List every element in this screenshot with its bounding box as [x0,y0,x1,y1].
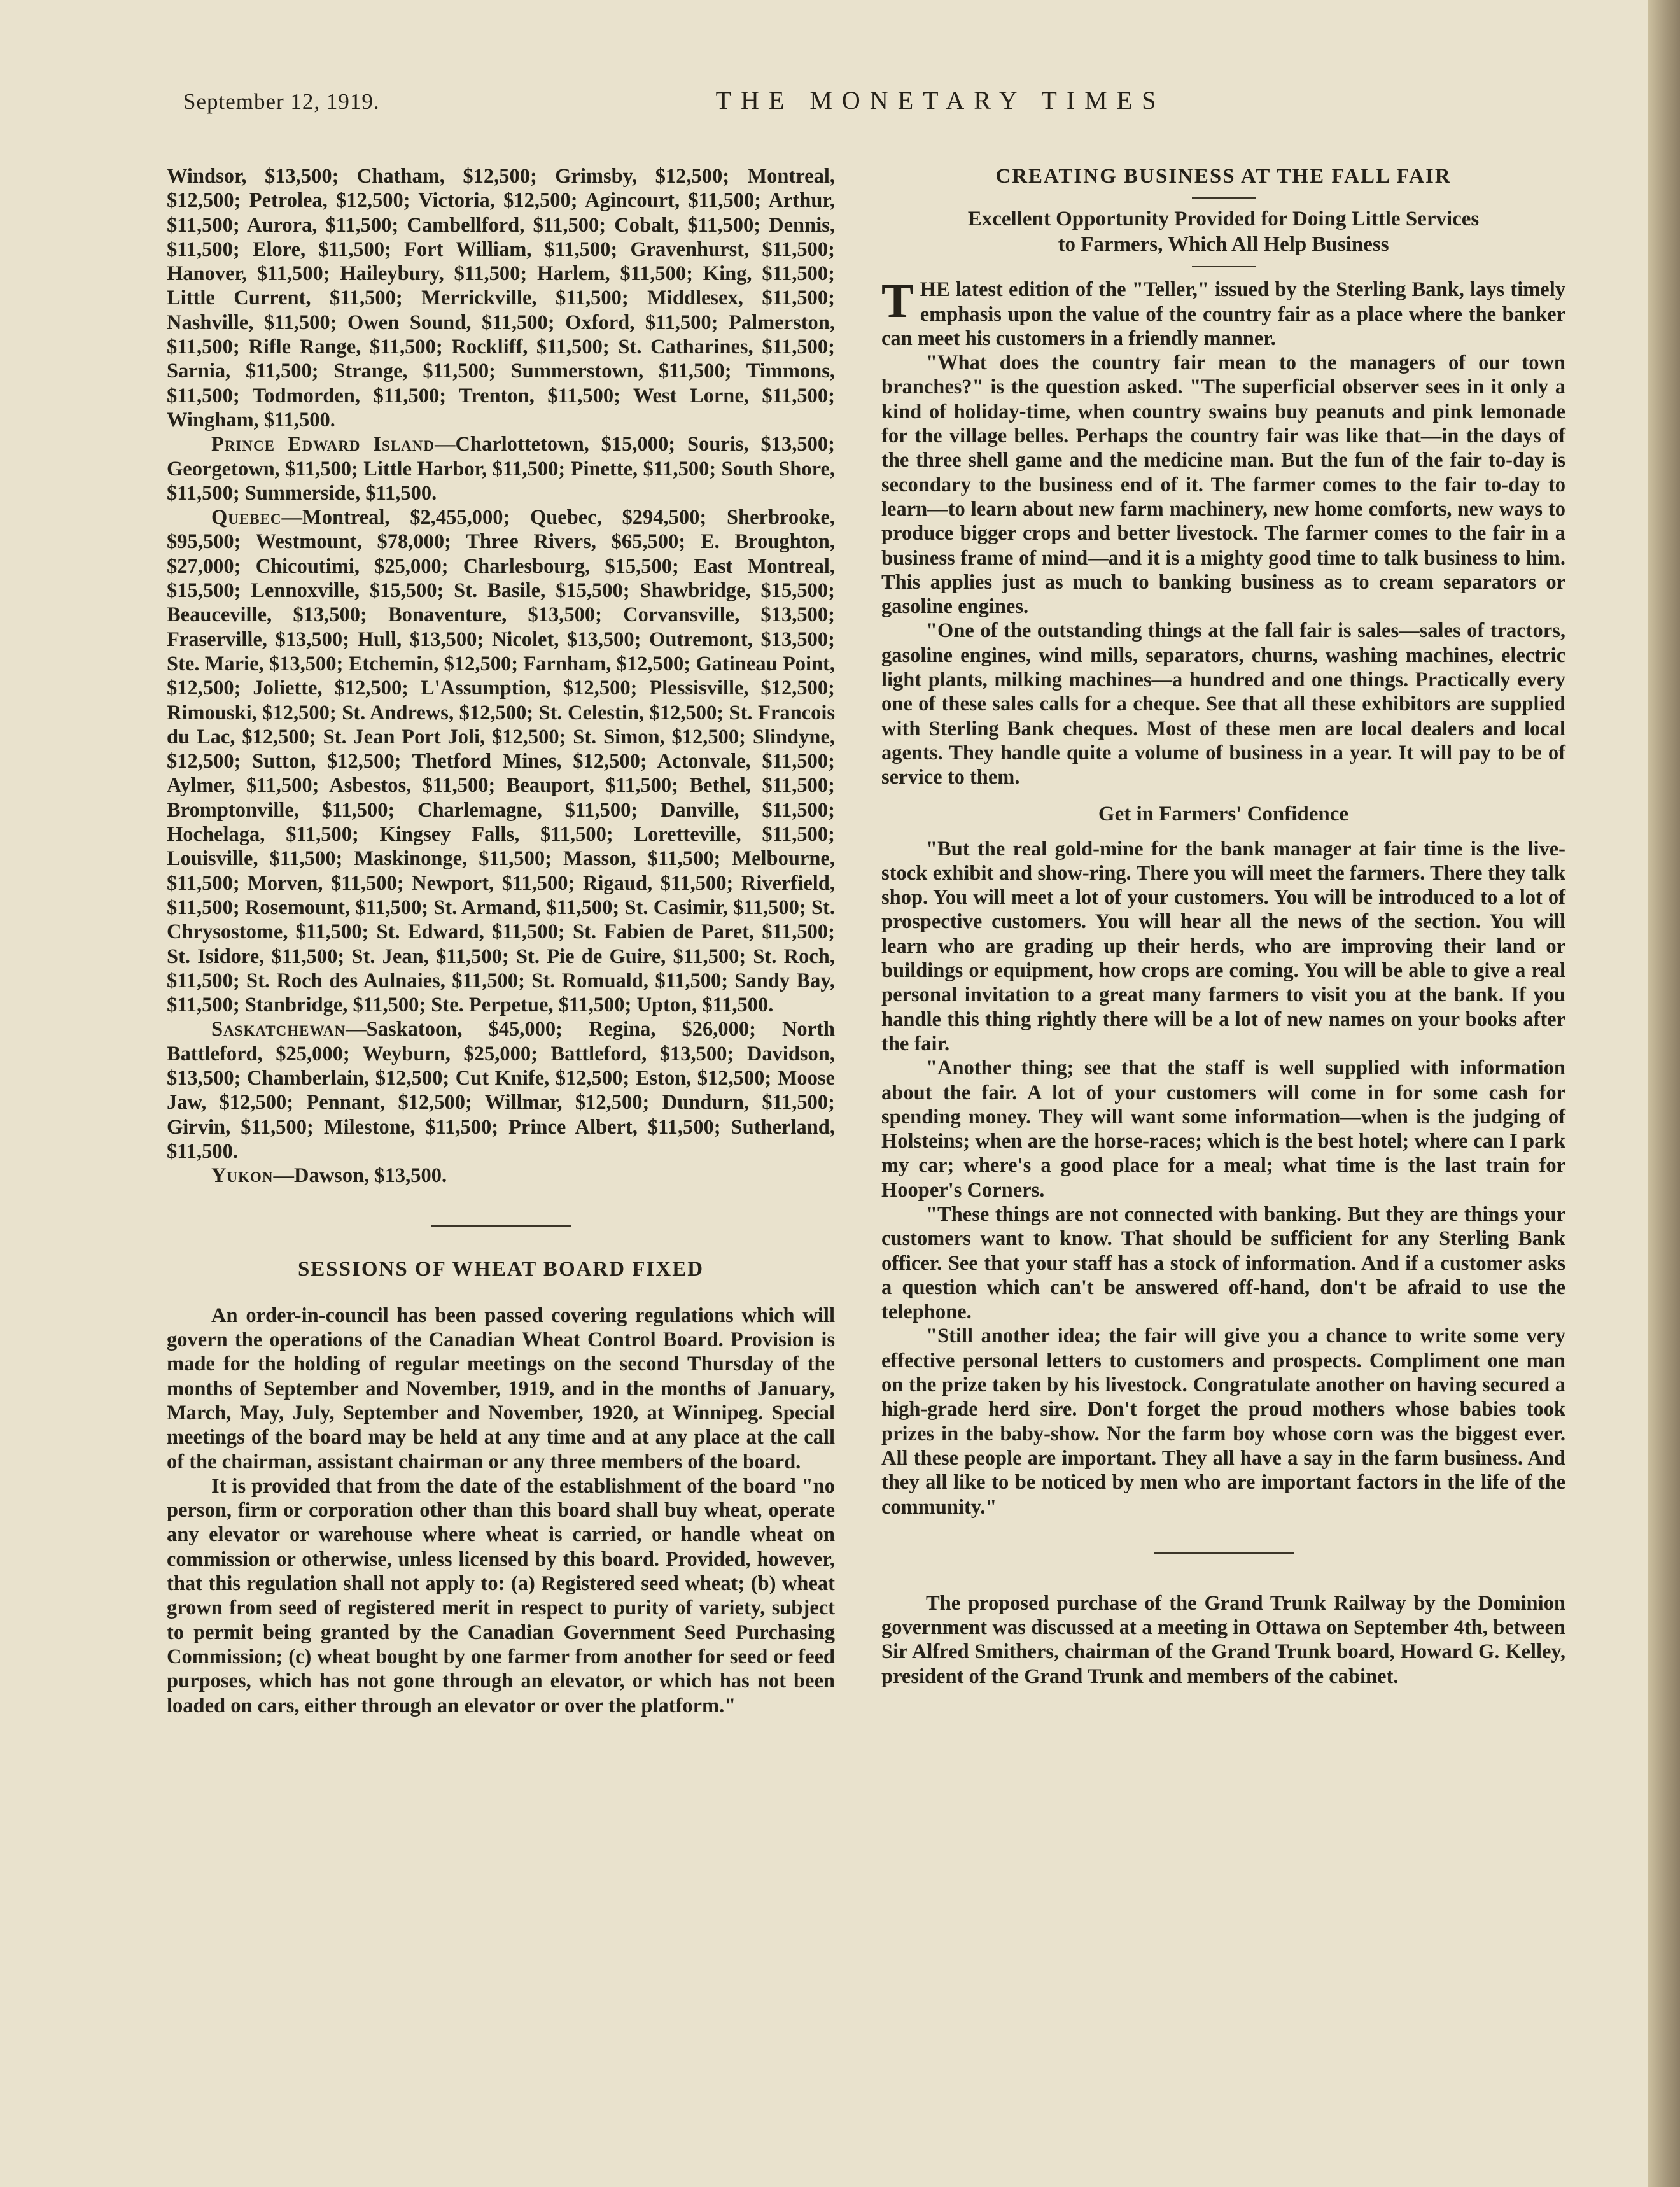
fall-fair-paragraph-6: "These things are not connected with banking. But they are things your customers want to know. That should be sufficient for any Sterling Bank officer. See that your staff has a stock of information. And if a customer asks a question which can't be answered off-hand, don't be afraid to use the telephone. [881,1202,1565,1324]
wheat-board-heading: SESSIONS OF WHEAT BOARD FIXED [297,1258,704,1281]
pei-label: Prince Edward Island [211,433,435,456]
pei-text: —Charlottetown, $15,000; Souris, $13,500; Georgetown, $11,500; Little Harbor, $11,500; Pinette, $11,500; South Shore, $11,500; Summerside, $11,500. [167,433,835,505]
saskatchewan-label: Saskatchewan [211,1018,346,1041]
fall-fair-paragraph-7: "Still another idea; the fair will give you a chance to write some very effective personal letters to customers and prospects. Compliment one man on the prize taken by his livestock. Congratulate another on having secured a high-grade herd sire. Don't forget the proud mothers whose babies took prizes in the baby-show. Nor the farm boy whose corn was the biggest ever. All these people are important. They all have a say in the farm business. And they all like to be noticed by men who are important factors in the life of the community." [881,1325,1565,1519]
fall-fair-paragraph-1 [881,274,1565,351]
book-spine-edge [1648,0,1680,2187]
fall-fair-paragraph-2: "What does the country fair mean to the managers of our town branches?" is the question asked. "The superficial observer sees in it only a kind of holiday-time, when country swains buy peanuts and pink lemonade for the village belles. Perhaps the country fair was like that—in the days of the three shell game and the medicine man. But the fun of the fair to-day is secondary to the business end of it. The farmer comes to the fair to-day to learn—to learn about new farm machinery, new home comforts, new ways to produce bigger crops and better livestock. The farmer comes to the fair in a business frame of mind—and it is a mighty good time to talk business to him. This applies just as much to banking business as to cream separators or gasoline engines. [881,351,1565,619]
yukon-text: —Dawson, $13,500. [273,1164,447,1188]
fall-fair-paragraph-1-text: HE latest edition of the "Teller," issued by the Sterling Bank, lays timely emphasis upon the value of the country fair as a place where the banker can meet his customers in a friendly manner. [881,278,1565,350]
fall-fair-paragraph-5: "Another thing; see that the staff is well supplied with information about the fair. A lot of your customers will come in for some cash for spending money. They will want some information—when is the judging of Holsteins; when are the horse-races; which is the best hotel; where can I park my car; where's a good place for a meal; what time is the last train for Hooper's Corners. [881,1057,1565,1202]
journal-title: THE MONETARY TIMES [715,86,1166,115]
issue-date: September 12, 1919. [183,89,380,114]
pei-list [167,432,835,505]
drop-cap: T [881,274,914,328]
quebec-label: Quebec [211,506,282,530]
fall-fair-subheading-line-1: Excellent Opportunity Provided for Doing Little Services [967,207,1480,231]
fall-fair-subheading-line-2: to Farmers, Which All Help Business [1058,233,1389,257]
saskatchewan-text: —Saskatoon, $45,000; Regina, $26,000; North Battleford, $25,000; Weyburn, $25,000; Battleford, $13,500; Davidson, $13,500; Chamberlain, $12,500; Cut Knife, $12,500; Eston, $12,500; Moose Jaw, $12,500; Pennant, $12,500; Willmar, $12,500; Dundurn, $11,500; Girvin, $11,500; Milestone, $11,500; Prince Albert, $11,500; Sutherland, $11,500. [167,1018,835,1163]
right-column [881,164,1565,1689]
page-header [183,86,1545,121]
fall-fair-paragraph-3: "One of the outstanding things at the fall fair is sales—sales of tractors, gasoline engines, wind mills, separators, churns, washing machines, electric light plants, milking machines—a hundred and one things. Practically every one of these sales calls for a cheque. See that all these exhibitors are supplied with Sterling Bank cheques. Most of these men are local dealers and local agents. They handle quite a volume of business in a year. It will pay to be of service to them. [881,619,1565,789]
yukon-list [167,1164,835,1188]
grand-trunk-paragraph: The proposed purchase of the Grand Trunk Railway by the Dominion government was discussed at a meeting in Ottawa on September 4th, between Sir Alfred Smithers, chairman of the Grand Trunk board, Howard G. Kelley, president of the Grand Trunk and members of the cabinet. [881,1591,1565,1688]
quebec-list [167,505,835,1017]
yukon-label: Yukon [211,1164,274,1188]
wheat-board-paragraph-2: It is provided that from the date of the establishment of the board "no person, firm or corporation other than this board shall buy wheat, operate any elevator or warehouse where wheat is carried, or handle wheat on commission or otherwise, unless licensed by this board. Provided, however, that this regulation shall not apply to: (a) Registered seed wheat; (b) wheat grown from seed of registered merit in respect to purity of variety, subject to permit being granted by the Canadian Government Seed Purchasing Commission; (c) wheat bought by one farmer from another for seed or feed purposes, which has not gone through an elevator, or which has not been loaded on cars, either through an elevator or over the platform." [167,1474,835,1717]
fall-fair-paragraph-4: "But the real gold-mine for the bank manager at fair time is the live-stock exhibit and show-ring. There you will meet the farmers. There they talk shop. You will meet a lot of your customers. You will be introduced to a lot of prospective customers. You will hear all the news of the section. You will learn who are grading up their herds, who are improving their land or buildings or equipment, how crops are coming. You will be able to give a real personal invitation to a great many farmers to visit you at the bank. If you handle this thing rightly there will be a lot of new names on your books after the fair. [881,837,1565,1055]
left-column [167,164,835,1718]
ontario-list: Windsor, $13,500; Chatham, $12,500; Grimsby, $12,500; Montreal, $12,500; Petrolea, $12,500; Victoria, $12,500; Agincourt, $11,500; Arthur, $11,500; Aurora, $11,500; Cambellford, $11,500; Cobalt, $11,500; Dennis, $11,500; Elore, $11,500; Fort William, $11,500; Gravenhurst, $11,500; Hanover, $11,500; Haileybury, $11,500; Harlem, $11,500; King, $11,500; Little Current, $11,500; Merrickville, $11,500; Middlesex, $11,500; Nashville, $11,500; Owen Sound, $11,500; Oxford, $11,500; Palmerston, $11,500; Rifle Range, $11,500; Rockliff, $11,500; St. Catharines, $11,500; Sarnia, $11,500; Strange, $11,500; Summerstown, $11,500; Timmons, $11,500; Todmorden, $11,500; Trenton, $11,500; West Lorne, $11,500; Wingham, $11,500. [167,165,835,432]
quebec-text: —Montreal, $2,455,000; Quebec, $294,500; Sherbrooke, $95,500; Westmount, $78,000; Three Rivers, $65,500; E. Broughton, $27,000; Chicoutimi, $25,000; Charlesbourg, $15,500; East Montreal, $15,500; Lennoxville, $15,500; St. Basile, $15,500; Shawbridge, $15,500; Beauceville, $13,500; Bonaventure, $13,500; Corvansville, $13,500; Fraserville, $13,500; Hull, $13,500; Nicolet, $13,500; Outremont, $13,500; Ste. Marie, $13,500; Etchemin, $12,500; Farnham, $12,500; Gatineau Point, $12,500; Joliette, $12,500; L'Assumption, $12,500; Plessisville, $12,500; Rimouski, $12,500; St. Andrews, $12,500; St. Celestin, $12,500; St. Francois du Lac, $12,500; St. Jean Port Joli, $12,500; St. Simon, $12,500; Slindyne, $12,500; Sutton, $12,500; Thetford Mines, $12,500; Actonvale, $11,500; Aylmer, $11,500; Asbestos, $11,500; Beauport, $11,500; Bethel, $11,500; Bromptonville, $11,500; Charlemagne, $11,500; Danville, $11,500; Hochelaga, $11,500; Kingsey Falls, $11,500; Loretteville, $11,500; Louisville, $11,500; Maskinonge, $11,500; Masson, $11,500; Melbourne, $11,500; Morven, $11,500; Newport, $11,500; Rigaud, $11,500; Riverfield, $11,500; Rosemount, $11,500; St. Armand, $11,500; St. Casimir, $11,500; St. Chrysostome, $11,500; St. Edward, $11,500; St. Fabien de Paret, $11,500; St. Isidore, $11,500; St. Jean, $11,500; St. Pie de Guire, $11,500; St. Roch, $11,500; St. Roch des Aulnaies, $11,500; St. Romuald, $11,500; Sandy Bay, $11,500; Stanbridge, $11,500; Ste. Perpetue, $11,500; Upton, $11,500. [167,506,835,1017]
fall-fair-heading: CREATING BUSINESS AT THE FALL FAIR [995,165,1452,188]
saskatchewan-list [167,1017,835,1164]
wheat-board-paragraph-1: An order-in-council has been passed covering regulations which will govern the operations of the Canadian Wheat Control Board. Provision is made for the holding of regular meetings on the second Thursday of the months of September and November, 1919, and in the months of January, March, May, July, September and November, 1920, at Winnipeg. Special meetings of the board may be held at any time and at any place at the call of the chairman, assistant chairman or any three members of the board. [167,1304,835,1473]
farmers-confidence-subheading: Get in Farmers' Confidence [1098,802,1349,826]
